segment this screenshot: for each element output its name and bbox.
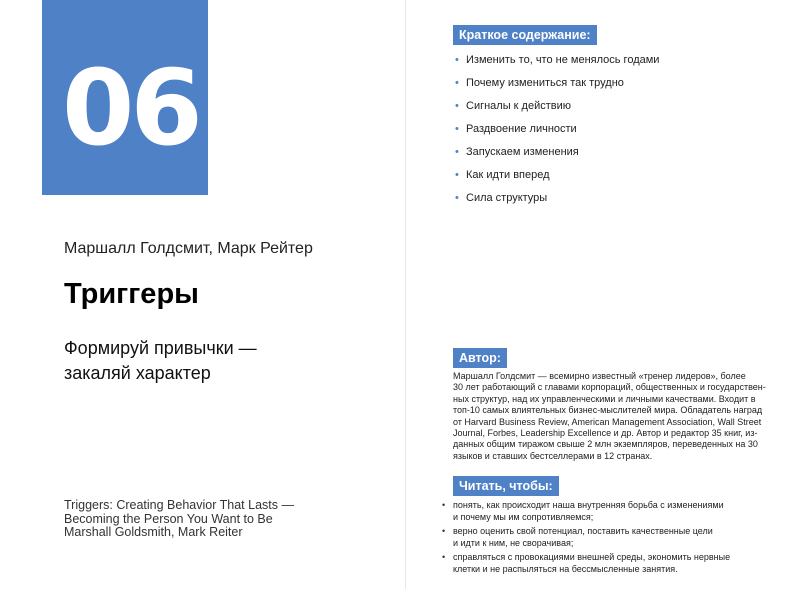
read-goals-label: Читать, чтобы: [453, 476, 559, 496]
contents-label: Краткое содержание: [453, 25, 597, 45]
bullet-icon: • [455, 192, 459, 204]
author-bio-line: языков и ставших бестселлерами в 12 странах. [453, 450, 653, 461]
bullet-icon: • [442, 500, 446, 510]
book-title: Триггеры [64, 278, 199, 310]
book-subtitle [64, 336, 324, 386]
bullet-icon: • [455, 146, 459, 158]
bullet-icon: • [455, 54, 459, 66]
author-bio-line: от Harvard Business Review, American Management Association, Wall Street [453, 416, 762, 427]
contents-item: • Запускаем изменения [455, 146, 579, 158]
contents-item: • Раздвоение личности [455, 123, 577, 135]
contents-list [455, 54, 659, 215]
read-goal-item: • верно оценить свой потенциал, поставить качественные цели и идти к ним, не сворачивая; [442, 526, 713, 548]
author-label: Автор: [453, 348, 507, 368]
original-title-line: Triggers: Creating Behavior That Lasts — [64, 498, 294, 512]
original-authors-line: Marshall Goldsmith, Mark Reiter [64, 525, 243, 539]
original-title [64, 499, 364, 540]
contents-item: • Сила структуры [455, 192, 548, 204]
read-goals-list [442, 499, 772, 577]
original-title-line: Becoming the Person You Want to Be [64, 511, 273, 526]
subtitle-line: Формируй привычки — [64, 338, 257, 358]
author-bio-line: 30 лет работающий с главами корпораций, общественных и государствен- [453, 382, 766, 393]
bullet-icon: • [442, 552, 446, 562]
page-divider [405, 0, 406, 589]
author-bio-line: Маршалл Голдсмит — всемирно известный «тренер лидеров», более [453, 371, 746, 381]
bullet-icon: • [442, 526, 446, 536]
bullet-icon: • [455, 100, 459, 112]
author-bio-line: топ-10 самых влиятельных бизнес-мыслителей мира. Обладатель наград [453, 405, 763, 416]
bullet-icon: • [455, 169, 459, 181]
chapter-number-block [42, 0, 208, 195]
bullet-icon: • [455, 123, 459, 135]
author-bio-line: данных общим тиражом свыше 2 млн экземпляров, переведенных на 30 [453, 439, 758, 450]
bullet-icon: • [455, 77, 459, 89]
author-bio-line: ных структур, над их управленческими и личными качествами. Входит в [453, 393, 756, 404]
read-goal-item: • понять, как происходит наша внутренняя борьба с изменениями и почему мы им сопротивляемся; [442, 500, 724, 522]
book-authors: Маршалл Голдсмит, Марк Рейтер [64, 240, 313, 257]
read-goal-item: • справляться с провокациями внешней среды, экономить нервные клетки и не распыляться на бессмысленные занятия. [442, 552, 731, 574]
author-bio [453, 371, 766, 462]
subtitle-line: закаляй характер [64, 363, 211, 383]
contents-item: • Сигналы к действию [455, 100, 571, 112]
contents-item: • Как идти вперед [455, 169, 550, 181]
contents-item: • Изменить то, что не менялось годами [455, 54, 660, 66]
contents-item: • Почему измениться так трудно [455, 77, 624, 89]
chapter-number: 06 [62, 47, 199, 169]
author-bio-line: Journal, Forbes, Leadership Excellence и др. Автор и редактор 35 книг, из- [453, 428, 758, 439]
